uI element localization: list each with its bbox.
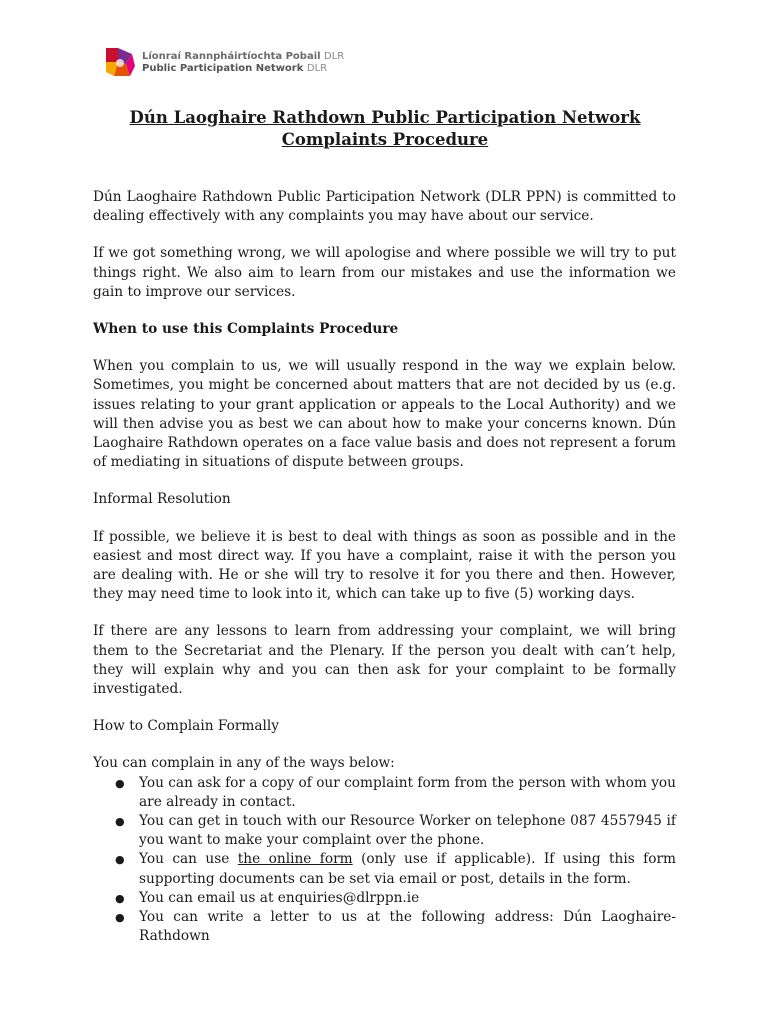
list-item-text-post: (only use if applicable). If using this form supporting documents can be set via email or post, details in the form. (139, 851, 676, 887)
logo-mark-icon (104, 46, 136, 80)
bullet-icon: ● (115, 815, 125, 829)
list-item (93, 774, 676, 812)
list-item-text: You can ask for a copy of our complaint form from the person with whom you are already in contact. (139, 774, 676, 810)
title-line1: Dún Laoghaire Rathdown Public Participation Network (129, 108, 641, 127)
bullet-icon: ● (115, 891, 125, 905)
list-item-text: You can email us at enquiries@dlrppn.ie (139, 889, 420, 906)
complaint-methods-list (93, 774, 676, 947)
online-form-link[interactable]: the online form (237, 851, 353, 868)
apology-paragraph: If we got something wrong, we will apologise and where possible we will try to put things right. We also aim to learn from our mistakes and use the information we gain to improve our services. (93, 245, 676, 300)
lessons-paragraph: If there are any lessons to learn from addressing your complaint, we will bring them to the Secretariat and the Plenary. If the person you dealt with can’t help, they will explain why and you can then ask for your complaint to be formally investigated. (93, 623, 676, 698)
list-item (93, 850, 676, 888)
list-item-text: You can get in touch with our Resource Worker on telephone 087 4557945 if you want to make your complaint over the phone. (139, 813, 676, 849)
section-heading-complain-formally: How to Complain Formally (93, 718, 280, 735)
list-item (93, 889, 676, 908)
informal-resolution-paragraph: If possible, we believe it is best to deal with things as soon as possible and in the easiest and most direct way. If you have a complaint, raise it with the person you are dealing with. He or she will try to resolve it for you there and then. However, they may need time to look into it, which can take up to five (5) working days. (93, 528, 676, 603)
bullet-icon: ● (115, 853, 125, 867)
list-item (93, 908, 676, 946)
page-title (60, 107, 710, 151)
list-item (93, 812, 676, 850)
ways-intro-paragraph: You can complain in any of the ways below: (93, 755, 395, 772)
logo-line1-suffix: DLR (324, 51, 345, 62)
section-heading-when-to-use: When to use this Complaints Procedure (93, 321, 399, 338)
logo-line2: Public Participation Network (142, 63, 304, 74)
intro-paragraph: Dún Laoghaire Rathdown Public Participation Network (DLR PPN) is committed to dealing effectively with any complaints you may have about our service. (93, 189, 676, 225)
list-item-text: You can write a letter to us at the following address: Dún Laoghaire-Rathdown (139, 909, 676, 945)
logo-line1: Líonraí Rannpháirtíochta Pobail (142, 51, 321, 62)
title-line2: Complaints Procedure (281, 130, 489, 149)
document-body (93, 188, 676, 947)
section-heading-informal-resolution: Informal Resolution (93, 491, 231, 508)
logo-text (142, 51, 344, 75)
logo-line2-suffix: DLR (306, 63, 328, 74)
when-to-use-paragraph: When you complain to us, we will usually respond in the way we explain below. Sometimes, you might be concerned about matters that are not decided by us (e.g. issues relating to your grant application or appeals to the Local Authority) and we will then advise you as best we can about how to make your concerns known. Dún Laoghaire Rathdown operates on a face value basis and does not represent a forum of mediating in situations of dispute between groups. (93, 358, 676, 471)
bullet-icon: ● (115, 776, 125, 790)
dlr-ppn-logo (104, 46, 344, 80)
bullet-icon: ● (115, 911, 125, 925)
list-item-text-pre: You can use (139, 851, 230, 868)
